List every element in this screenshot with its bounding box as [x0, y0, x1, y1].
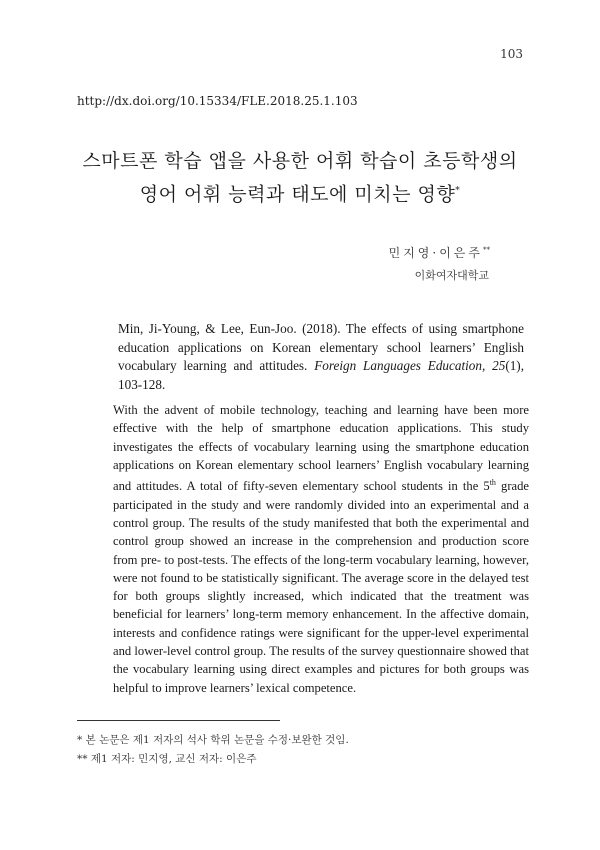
abstract-superscript: th: [489, 478, 496, 488]
footnotes: [77, 731, 349, 769]
page-number: 103: [500, 47, 523, 61]
footnote-divider: [77, 720, 280, 721]
author-names: [389, 244, 490, 261]
citation-authors: Min, Ji-Young, & Lee, Eun-Joo. (2018). The effects of using smartphone education applications on Korean elementary school learners’ English vocabulary learning and attitudes.: [118, 321, 524, 373]
abstract: [113, 401, 529, 697]
author-affiliation: 이화여자대학교: [414, 269, 489, 282]
citation-block: [118, 320, 524, 394]
citation-journal: Foreign Languages Education, 25: [314, 358, 506, 373]
abstract-part-1: With the advent of mobile technology, teaching and learning have been more effective with the help of smartphone education applications. This study investigates the effects of vocabulary learning using the smartphone education applications on Korean elementary school learners’ English vocabulary learning and attitudes. A total of fifty-seven elementary school students in the 5: [113, 403, 529, 494]
abstract-part-2: grade participated in the study and were randomly divided into an experimental and a control group. The results of the study manifested that both the experimental and control group showed an increase in the comprehension and production score from pre- to post-tests. The effects of the long-term vocabulary learning, however, were not found to be statistically significant. The average score in the delayed test for both groups slightly increased, which indicated that the treatment was beneficial for learners’ long-term memory enhancement. In the affective domain, interests and confidence ratings were significant for the upper-level experimental and lower-level control group. The results of the survey questionnaire showed that the vocabulary learning using direct examples and pictures for both groups was helpful to improve learners’ lexical competence.: [113, 479, 529, 695]
author-footnote-marker: **: [483, 246, 490, 254]
footnote-2: ** 제1 저자: 민지영, 교신 저자: 이은주: [77, 753, 257, 765]
paper-title: [0, 146, 600, 209]
citation-issue-pages: (1), 103-128.: [118, 358, 524, 392]
footnote-1: * 본 논문은 제1 저자의 석사 학위 논문을 수정·보완한 것임.: [77, 734, 349, 746]
title-line-1: 스마트폰 학습 앱을 사용한 어휘 학습이 초등학생의: [82, 150, 518, 172]
doi-link[interactable]: http://dx.doi.org/10.15334/FLE.2018.25.1.103: [77, 94, 358, 108]
title-line-2-text: 영어 어휘 능력과 태도에 미치는 영향: [139, 183, 456, 206]
title-footnote-marker: *: [455, 186, 461, 196]
author-names-text: 민지영·이은주: [388, 246, 483, 260]
title-line-2: [0, 176, 600, 209]
